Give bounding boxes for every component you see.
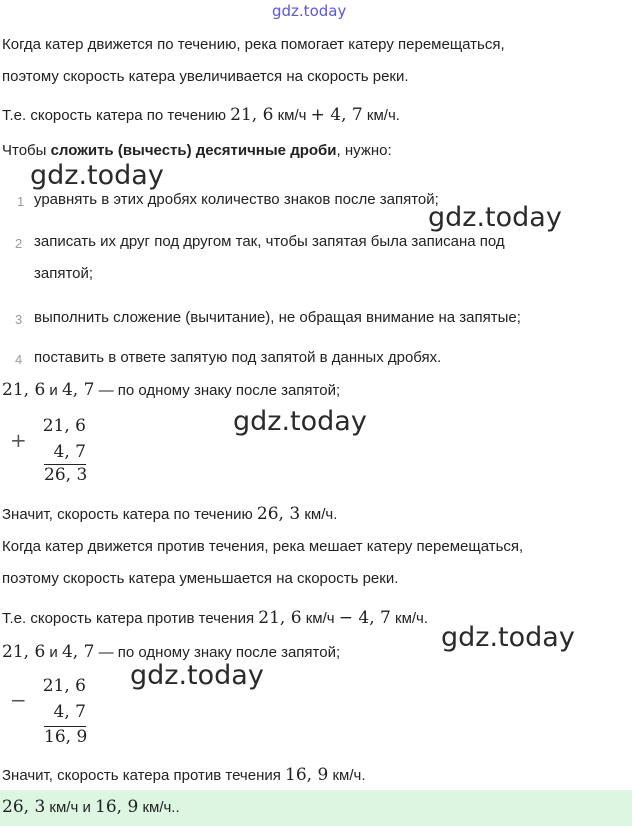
step-number: 4 [15,352,23,367]
operand-top: 21, 6 [42,416,86,436]
operand-top: 21, 6 [42,676,86,696]
paragraph-upstream-2: поэтому скорость катера уменьшается на скорость реки. [2,570,399,587]
downstream-expression: Т.е. скорость катера по течению 21, 6 км/ч + 4, 7 км/ч. [2,105,400,125]
step-text-continued: запятой; [34,265,94,282]
decimal-places-note: 21, 6 и 4, 7 — по одному знаку после запятой; [2,642,341,662]
answer-text: 26, 3 км/ч и 16, 9 км/ч.. [2,797,180,817]
decimal-places-note: 21, 6 и 4, 7 — по одному знаку после запятой; [2,380,341,400]
operand-bottom: 4, 7 [53,442,86,462]
step-number: 3 [15,312,23,327]
column-addition [30,414,86,486]
step-number: 2 [15,236,23,251]
watermark: gdz.today [233,406,367,437]
upstream-expression: Т.е. скорость катера против течения 21, 6 км/ч − 4, 7 км/ч. [2,608,429,628]
result: 26, 3 [44,465,88,485]
paragraph-downstream-1: Когда катер движется по течению, река помогает катеру перемещаться, [2,36,505,53]
plus-sign: + [10,428,27,452]
result: 16, 9 [44,727,88,747]
operand-bottom: 4, 7 [53,702,86,722]
watermark: gdz.today [441,622,575,653]
step-text: записать их друг под другом так, чтобы запятая была записана под [34,233,505,250]
upstream-conclusion: Значит, скорость катера против течения 16, 9 км/ч. [2,765,366,785]
watermark: gdz.today [428,202,562,233]
step-text: поставить в ответе запятую под запятой в данных дробях. [34,349,442,366]
step-text: выполнить сложение (вычитание), не обращая внимание на запятые; [34,309,521,326]
answer-box [0,790,632,826]
watermark: gdz.today [130,660,264,691]
minus-sign: − [10,688,27,712]
watermark: gdz.today [30,160,164,191]
rule-intro: Чтобы сложить (вычесть) десятичные дроби, нужно: [2,142,392,159]
step-number: 1 [17,194,25,209]
step-text: уравнять в этих дробях количество знаков после запятой; [34,191,439,208]
paragraph-downstream-2: поэтому скорость катера увеличивается на скорость реки. [2,68,409,85]
watermark-top: gdz.today [272,2,347,20]
column-subtraction [30,674,86,746]
downstream-conclusion: Значит, скорость катера по течению 26, 3 км/ч. [2,504,338,524]
paragraph-upstream-1: Когда катер движется против течения, река мешает катеру перемещаться, [2,538,524,555]
